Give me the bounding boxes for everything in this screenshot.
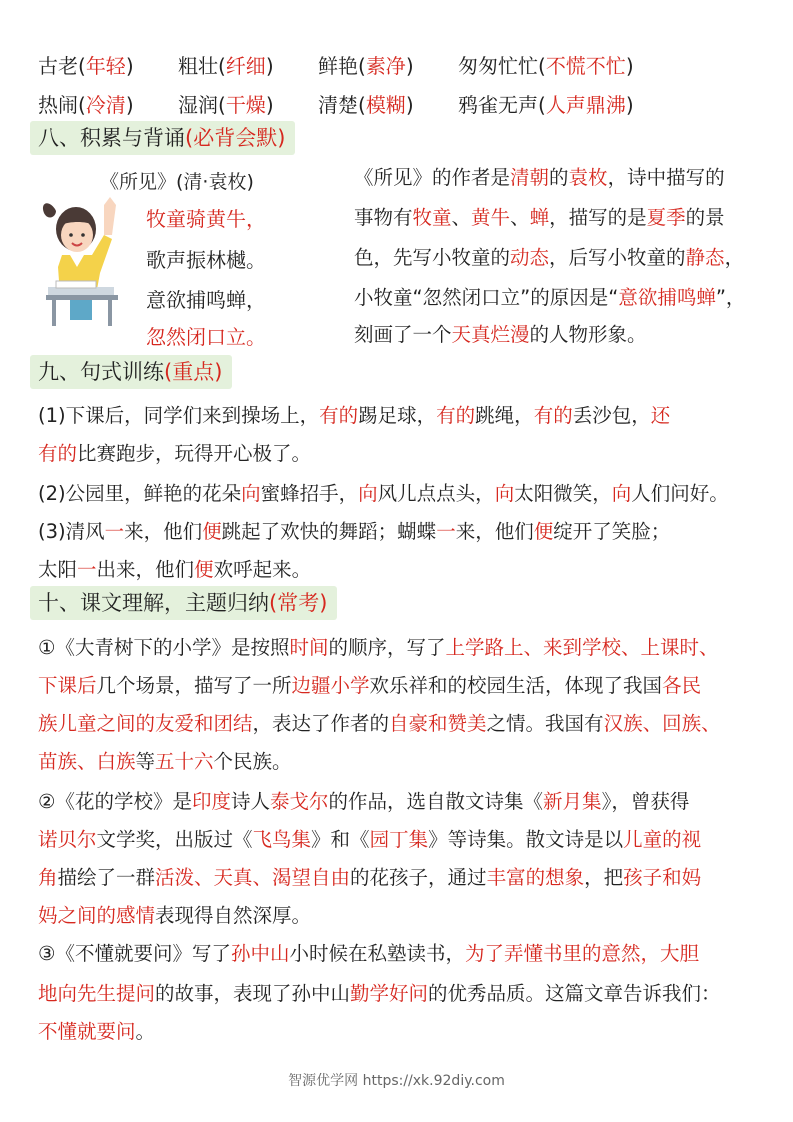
sentence-line: (1)下课后，同学们来到操场上，有的踢足球，有的跳绳，有的丢沙包，还 — [38, 404, 671, 427]
antonym-item: 古老(年轻) — [38, 54, 134, 78]
section-9-heading: 九、句式训练(重点) — [30, 355, 232, 389]
sentence-line: (2)公园里，鲜艳的花朵向蜜蜂招手，向风儿点点头，向太阳微笑，向人们问好。 — [38, 482, 729, 505]
antonym-item: 鲜艳(素净) — [318, 54, 414, 78]
poem-line: 歌声振林樾。 — [146, 248, 266, 272]
summary-line: ①《大青树下的小学》是按照时间的顺序，写了上学路上、来到学校、上课时、 — [38, 636, 719, 659]
antonym-item: 鸦雀无声(人声鼎沸) — [458, 93, 634, 117]
poem-description-line: 小牧童“忽然闭口立”的原因是“意欲捕鸣蝉”， — [354, 286, 746, 309]
summary-line: 族儿童之间的友爱和团结，表达了作者的自豪和赞美之情。我国有汉族、回族、 — [38, 712, 721, 735]
summary-line: ③《不懂就要问》写了孙中山小时候在私塾读书，为了弄懂书里的意然，大胆 — [38, 942, 700, 965]
poem-description-line: 事物有牧童、黄牛、蝉，描写的是夏季的景 — [354, 206, 725, 229]
antonym-item: 匆匆忙忙(不慌不忙) — [458, 54, 634, 78]
section-10-heading: 十、课文理解，主题归纳(常考) — [30, 586, 337, 620]
antonym-item: 清楚(模糊) — [318, 93, 414, 117]
footer-watermark: 智源优学网 https://xk.92diy.com — [288, 1073, 505, 1089]
poem-line: 意欲捕鸣蝉， — [146, 288, 266, 312]
antonym-item: 湿润(干燥) — [178, 93, 274, 117]
poem-description-line: 色，先写小牧童的动态，后写小牧童的静态， — [354, 246, 745, 269]
sentence-line: 有的比赛跑步，玩得开心极了。 — [38, 442, 312, 465]
poem-description-line: 刻画了一个天真烂漫的人物形象。 — [354, 323, 647, 346]
summary-line: 角描绘了一群活泼、天真、渴望自由的花孩子，通过丰富的想象，把孩子和妈 — [38, 866, 702, 889]
sentence-line: (3)清风一来，他们便跳起了欢快的舞蹈；蝴蝶一来，他们便绽开了笑脸； — [38, 520, 671, 543]
summary-line: ②《花的学校》是印度诗人泰戈尔的作品，选自散文诗集《新月集》，曾获得 — [38, 790, 690, 813]
section-8-heading: 八、积累与背诵(必背会默) — [30, 121, 295, 155]
antonym-item: 粗壮(纤细) — [178, 54, 274, 78]
poem-line: 牧童骑黄牛， — [146, 207, 266, 231]
girl-illustration — [40, 195, 132, 330]
summary-line: 不懂就要问。 — [38, 1020, 156, 1043]
antonym-item: 热闹(冷清) — [38, 93, 134, 117]
poem-description-line: 《所见》的作者是清朝的袁枚，诗中描写的 — [354, 166, 725, 189]
sentence-line: 太阳一出来，他们便欢呼起来。 — [38, 558, 312, 581]
summary-line: 地向先生提问的故事，表现了孙中山勤学好问的优秀品质。这篇文章告诉我们： — [38, 982, 721, 1005]
summary-line: 苗族、白族等五十六个民族。 — [38, 750, 292, 773]
summary-line: 诺贝尔文学奖，出版过《飞鸟集》和《园丁集》等诗集。散文诗是以儿童的视 — [38, 828, 702, 851]
summary-line: 妈之间的感情表现得自然深厚。 — [38, 904, 312, 927]
poem-line: 忽然闭口立。 — [146, 325, 266, 349]
summary-line: 下课后几个场景，描写了一所边疆小学欢乐祥和的校园生活，体现了我国各民 — [38, 674, 702, 697]
poem-title: 《所见》(清·袁枚) — [100, 171, 254, 193]
